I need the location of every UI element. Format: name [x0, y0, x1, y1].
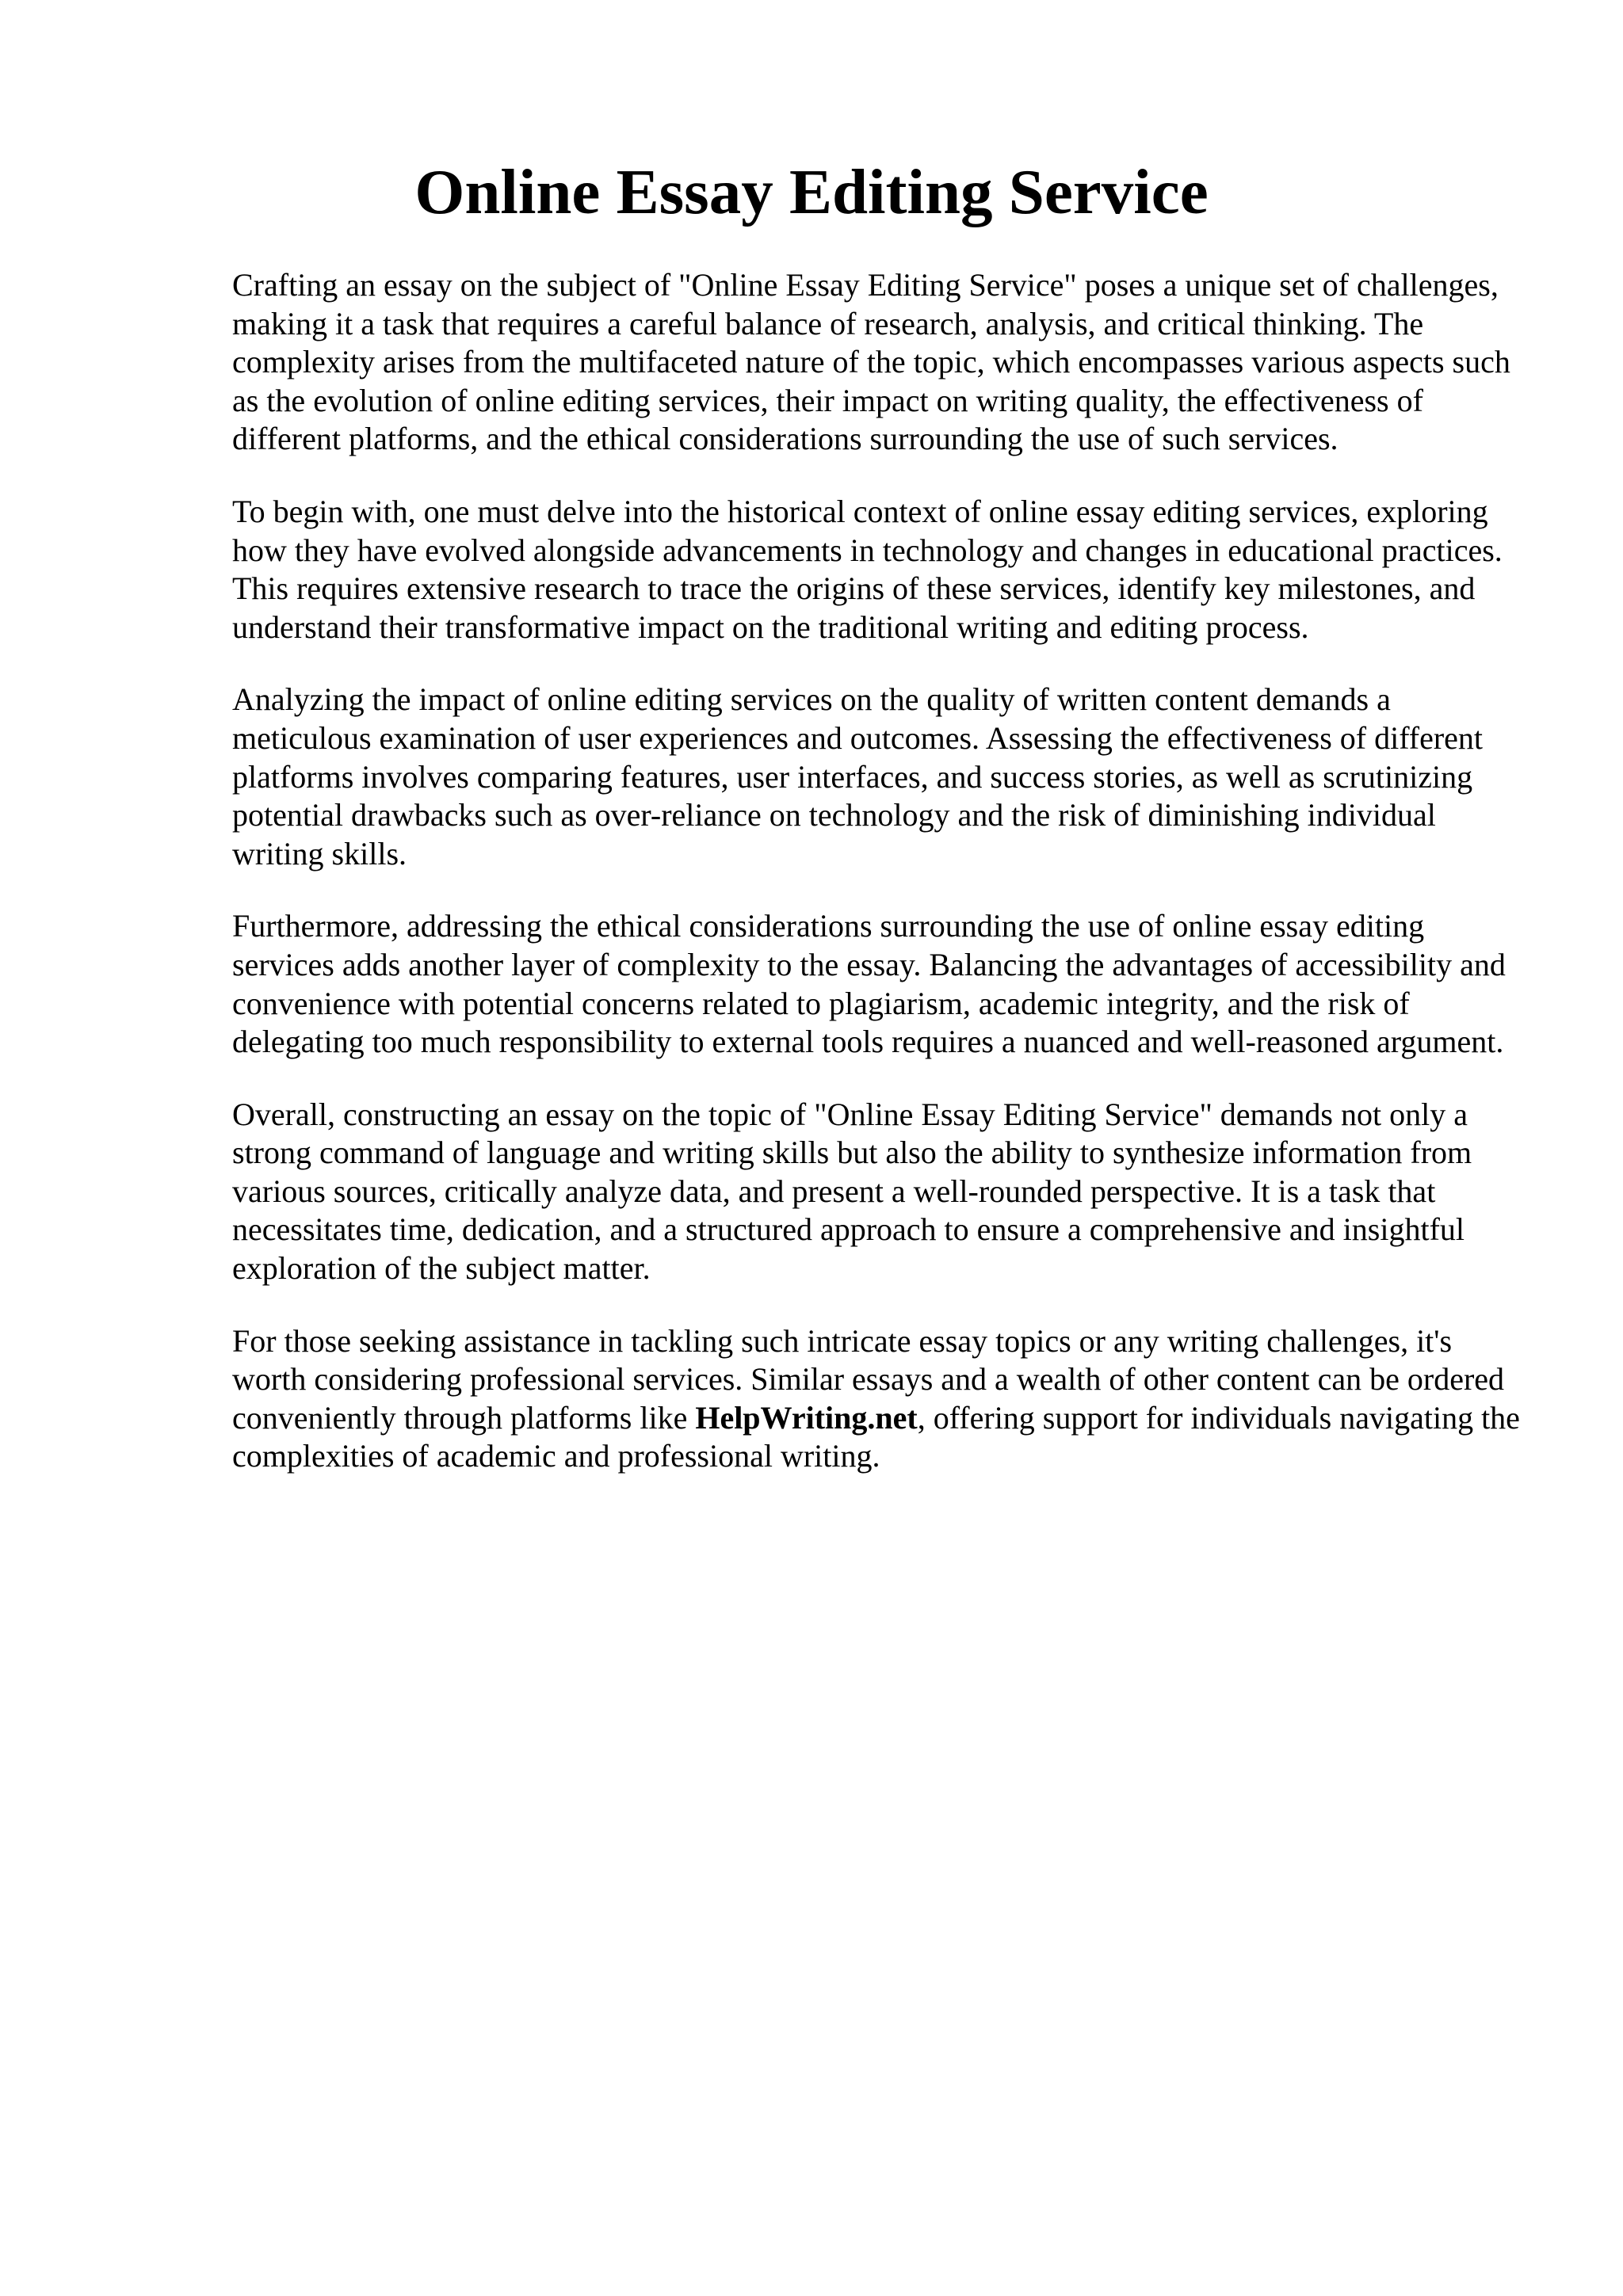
- paragraph-5: Overall, constructing an essay on the topic of "Online Essay Editing Service" demands not only a strong command of language and writing skills but also the ability to synthesize information from various sources, critically analyze data, and present a well-rounded perspective. It is a task that necessitates time, dedication, and a structured approach to ensure a comprehensive and insightful exploration of the subject matter.: [232, 1096, 1472, 1287]
- closing-text-after: , offering support for individuals navigating the complexities of academic and professional writing.: [232, 1399, 1520, 1474]
- paragraph-1: Crafting an essay on the subject of "Online Essay Editing Service" poses a unique set of challenges, making it a task that requires a careful balance of research, analysis, and critical thinking. The complexity arises from the multifaceted nature of the topic, which encompasses various aspects such as the evolution of online editing services, their impact on writing quality, the effectiveness of different platforms, and the ethical considerations surrounding the use of such services.: [232, 267, 1510, 457]
- page-title: Online Essay Editing Service: [414, 156, 1209, 227]
- closing-text-before: For those seeking assistance in tackling such intricate essay topics or any writing challenges, it's worth considering professional services. Similar essays and a wealth of other content can be ordered conveniently through platforms like: [232, 1322, 1505, 1436]
- paragraph-6: [232, 1322, 1532, 1476]
- document-body: [232, 266, 1532, 1476]
- paragraph-2: To begin with, one must delve into the historical context of online essay editing services, exploring how they have evolved alongside advancements in technology and changes in educational practices. This requires extensive research to trace the origins of these services, identify key milestones, and understand their transformative impact on the traditional writing and editing process.: [232, 493, 1503, 645]
- paragraph-4: Furthermore, addressing the ethical considerations surrounding the use of online essay editing services adds another layer of complexity to the essay. Balancing the advantages of accessibility and convenience with potential concerns related to plagiarism, academic integrity, and the risk of delegating too much responsibility to external tools requires a nuanced and well-reasoned argument.: [232, 908, 1506, 1060]
- helpwriting-link[interactable]: HelpWriting.net: [695, 1399, 918, 1436]
- paragraph-3: Analyzing the impact of online editing services on the quality of written content demands a meticulous examination of user experiences and outcomes. Assessing the effectiveness of different platforms involves comparing features, user interfaces, and success stories, as well as scrutinizing potential drawbacks such as over-reliance on technology and the risk of diminishing individual writing skills.: [232, 681, 1484, 871]
